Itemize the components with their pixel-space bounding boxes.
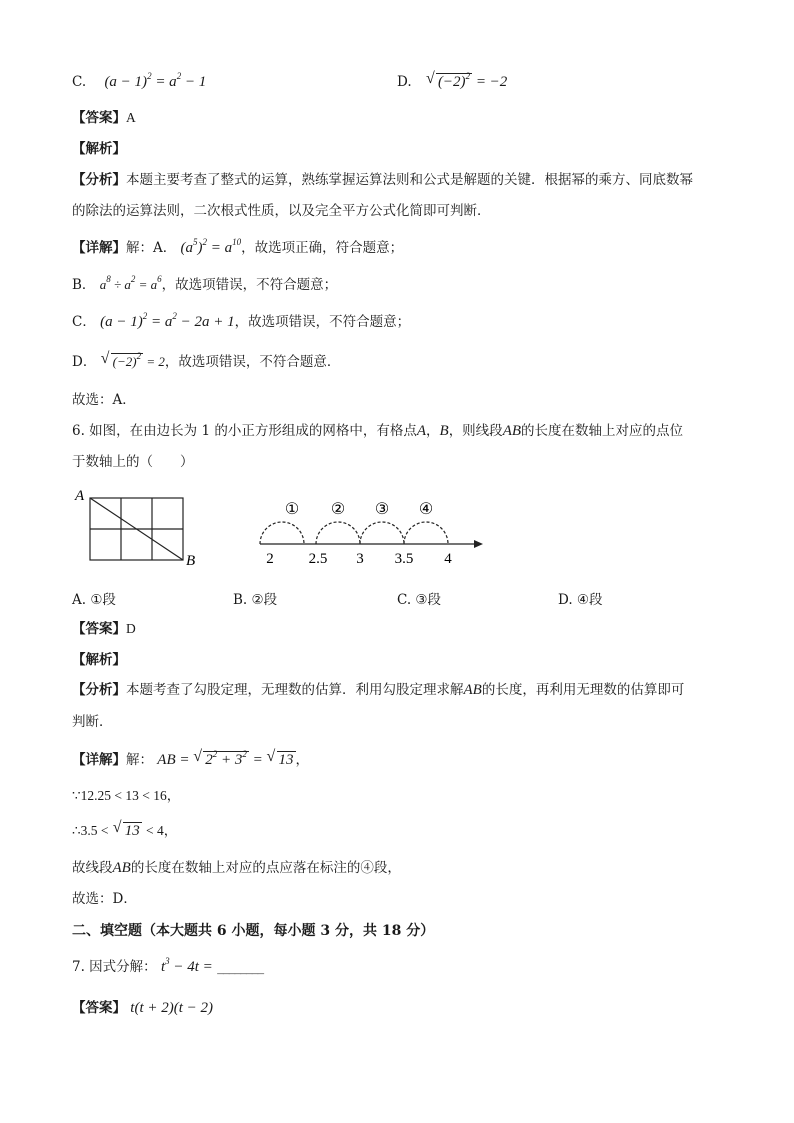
- fenxi-tag: 【分析】: [72, 172, 126, 188]
- detail-a-formula: $(a^5)^2 = a^{10}$: [180, 237, 242, 256]
- option-c-label: C.: [72, 74, 87, 90]
- answer-tag: 【答案】: [72, 1000, 126, 1016]
- answer-blank: ________: [217, 959, 264, 975]
- q5-fenxi-line1: [72, 170, 693, 190]
- q6-choice-d: D. ④段: [558, 592, 603, 608]
- q6-fenxi-line1: [72, 680, 684, 700]
- detail-text: ，故选项正确，符合题意；: [241, 240, 404, 256]
- detail-text: 解：A．: [126, 240, 177, 256]
- q6-stem-line1: [72, 421, 683, 441]
- q6-analysis-tag: [72, 650, 126, 670]
- point-a-label: A: [416, 423, 427, 439]
- detail-tag: 【详解】: [72, 752, 126, 768]
- segment-arc-4: [404, 522, 448, 544]
- q5-choose: [72, 390, 136, 410]
- q6-choice-c: C. ③段: [397, 592, 442, 608]
- q6-answer: [72, 619, 136, 639]
- segment-label-4: ④: [418, 501, 434, 518]
- q5-answer: [72, 108, 136, 128]
- stem-text: 于数轴上的（ ）: [72, 454, 194, 470]
- q7-answer-formula: t(t + 2)(t − 2): [130, 1000, 214, 1016]
- segment-ab-label: AB: [463, 682, 482, 698]
- detail-formula: AB = √ $2^2 + 3^2$ = √ 13: [157, 748, 294, 768]
- q5-detail-d: [72, 352, 340, 372]
- option-c-formula: $(a - 1)^2 = a^2 - 1$: [104, 71, 207, 90]
- segment-ab-label: AB: [112, 860, 131, 876]
- q7-stem: [72, 957, 263, 977]
- q5-detail-a: [72, 238, 403, 258]
- detail-tag: 【详解】: [72, 240, 126, 256]
- because-text: ∵12.25 < 13 < 16，: [72, 788, 181, 803]
- analysis-tag: 【解析】: [72, 652, 126, 668]
- stem-text: ，则线段: [448, 423, 503, 439]
- detail-text: D．: [72, 354, 97, 370]
- section-title: 二、填空题（本大题共 6 小题，每小题 3 分，共 18 分）: [72, 923, 435, 939]
- q5-option-c: [72, 72, 206, 92]
- therefore-text: < 4，: [146, 823, 178, 838]
- answer-value: D: [126, 621, 136, 636]
- q7-answer: [72, 998, 213, 1018]
- segment-arc-1: [260, 522, 304, 544]
- detail-text: C．: [72, 314, 96, 330]
- detail-b-formula: $a^8 \div a^2 = a^6$: [99, 274, 162, 292]
- segment-label-1: ①: [284, 501, 300, 518]
- q7-formula: $t^3 - 4t$ =: [160, 956, 213, 975]
- conclusion-text: 的长度在数轴上对应的点应落在标注的④段，: [130, 860, 401, 876]
- grid-figure: [72, 485, 207, 570]
- fenxi-text: 本题考查了勾股定理，无理数的估算．利用勾股定理求解: [126, 682, 464, 698]
- q6-conclusion: [72, 858, 401, 878]
- sqrt13: √ 13: [112, 819, 140, 839]
- detail-d-formula: √ $(-2)^2 = 2$: [100, 350, 165, 369]
- grid-label-b: B: [186, 553, 196, 569]
- answer-tag: 【答案】: [72, 110, 126, 126]
- fenxi-text: 的长度，再利用无理数的估算即可: [481, 682, 685, 698]
- analysis-tag: 【解析】: [72, 141, 126, 157]
- detail-c-formula: $(a - 1)^2 = a^2 - 2a + 1$: [100, 311, 235, 330]
- detail-text: ，故选项错误，不符合题意；: [161, 277, 338, 293]
- point-b-label: B: [439, 423, 449, 439]
- grid-label-a: A: [75, 488, 85, 504]
- q6-because: [72, 786, 180, 806]
- answer-tag: 【答案】: [72, 621, 126, 637]
- detail-text: 解：: [126, 752, 153, 768]
- fenxi-text: 本题主要考查了整式的运算，熟练掌握运算法则和公式是解题的关键．根据幂的乘方、同底数幂: [126, 172, 693, 188]
- fenxi-tag: 【分析】: [72, 682, 126, 698]
- number-line-figure: [255, 495, 490, 570]
- detail-text: B．: [72, 277, 96, 293]
- q5-fenxi-line2: [72, 201, 491, 221]
- choose-text: 故选：D．: [72, 891, 137, 907]
- tick-label: 4: [444, 551, 452, 567]
- stem-text: 6. 如图，在由边长为 1 的小正方形组成的网格中，有格点: [72, 423, 417, 439]
- segment-label-3: ③: [374, 501, 390, 518]
- detail-text: ，故选项错误，不符合题意．: [164, 354, 341, 370]
- option-d-label: D.: [397, 74, 412, 90]
- tick-label: 3.5: [394, 551, 414, 567]
- detail-text: ，故选项错误，不符合题意；: [234, 314, 411, 330]
- q6-choose: [72, 889, 137, 909]
- q5-detail-c: [72, 312, 410, 332]
- tick-label: 3: [356, 551, 364, 567]
- q6-stem-line2: [72, 452, 194, 472]
- axis-arrow: [474, 540, 483, 548]
- conclusion-text: 故线段: [72, 860, 113, 876]
- segment-arc-2: [316, 522, 360, 544]
- answer-value: A: [126, 110, 136, 125]
- q6-choice-a: A. ①段: [72, 592, 116, 608]
- q6-detail: 【详解】解： AB = √ $2^2 + 3^2$ = √ 13 ，: [72, 748, 309, 768]
- option-d-formula: √ $(-2)^2 = -2$: [425, 70, 508, 90]
- fenxi-text: 判断．: [72, 714, 113, 730]
- fenxi-text: 的除法的运算法则，二次根式性质，以及完全平方公式化简即可判断．: [72, 203, 491, 219]
- segment-ab-label: AB: [502, 423, 522, 439]
- therefore-text: ∴3.5 <: [72, 823, 109, 838]
- segment-label-2: ②: [330, 501, 346, 518]
- choose-text: 故选：A．: [72, 392, 136, 408]
- q6-therefore: [72, 821, 177, 841]
- q6-fenxi-line2: [72, 712, 113, 732]
- stem-text: ，: [426, 423, 440, 439]
- stem-text: 的长度在数轴上对应的点位: [521, 423, 684, 439]
- tick-label: 2.5: [308, 551, 328, 567]
- q6-choice-b: B. ②段: [233, 592, 278, 608]
- segment-arc-3: [360, 522, 404, 544]
- q5-option-d: [397, 72, 507, 92]
- q5-analysis-tag: [72, 139, 126, 159]
- tick-label: 2: [266, 551, 274, 567]
- q5-detail-b: [72, 275, 337, 295]
- stem-text: 7. 因式分解：: [72, 959, 157, 975]
